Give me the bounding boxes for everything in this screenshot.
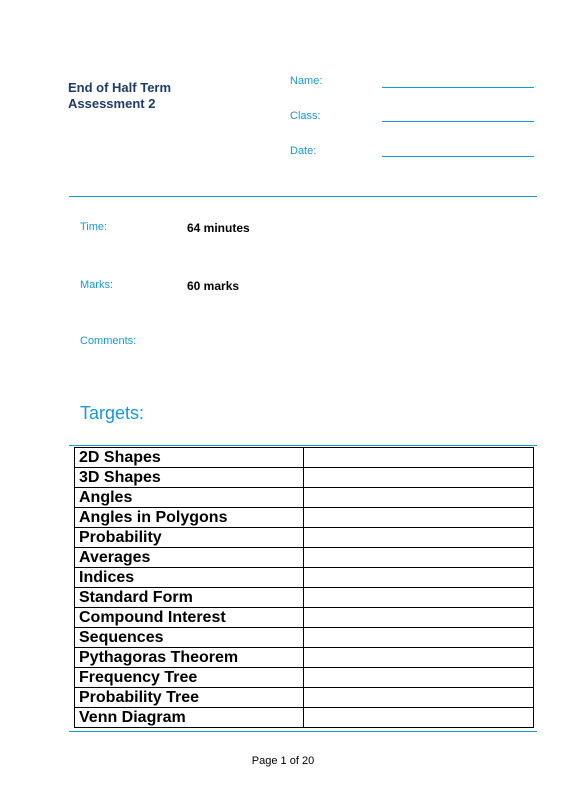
target-topic: 2D Shapes [75, 448, 304, 468]
table-row [75, 628, 534, 648]
targets-heading: Targets: [80, 403, 145, 423]
target-status-cell[interactable] [304, 448, 534, 468]
target-status-cell[interactable] [304, 588, 534, 608]
header-divider [69, 196, 537, 197]
title-line-1: End of Half Term [68, 80, 172, 95]
target-topic: Indices [75, 568, 304, 588]
target-topic: Averages [75, 548, 304, 568]
target-topic: Compound Interest [75, 608, 304, 628]
date-label: Date: [290, 145, 317, 157]
target-status-cell[interactable] [304, 688, 534, 708]
target-status-cell[interactable] [304, 708, 534, 728]
table-row [75, 648, 534, 668]
target-topic: Frequency Tree [75, 668, 304, 688]
name-field[interactable] [382, 87, 534, 88]
target-status-cell[interactable] [304, 548, 534, 568]
time-value: 64 minutes [187, 221, 250, 235]
table-row [75, 508, 534, 528]
target-topic: Angles [75, 488, 304, 508]
target-topic: 3D Shapes [75, 468, 304, 488]
table-row [75, 588, 534, 608]
target-status-cell[interactable] [304, 488, 534, 508]
document-title [68, 80, 171, 112]
table-row [75, 708, 534, 728]
table-row [75, 608, 534, 628]
targets-bottom-divider [69, 731, 537, 732]
targets-table [74, 447, 534, 728]
title-line-2: Assessment 2 [68, 96, 156, 111]
marks-label: Marks: [80, 279, 113, 291]
target-status-cell[interactable] [304, 608, 534, 628]
date-field[interactable] [382, 156, 534, 157]
marks-value: 60 marks [187, 279, 240, 293]
target-status-cell[interactable] [304, 568, 534, 588]
table-row [75, 468, 534, 488]
target-status-cell[interactable] [304, 508, 534, 528]
table-row [75, 688, 534, 708]
target-topic: Sequences [75, 628, 304, 648]
target-topic: Pythagoras Theorem [75, 648, 304, 668]
target-topic: Venn Diagram [75, 708, 304, 728]
table-row [75, 548, 534, 568]
target-status-cell[interactable] [304, 528, 534, 548]
targets-top-divider [69, 445, 537, 446]
target-status-cell[interactable] [304, 468, 534, 488]
target-status-cell[interactable] [304, 628, 534, 648]
class-field[interactable] [382, 121, 534, 122]
table-row [75, 528, 534, 548]
table-row [75, 488, 534, 508]
target-topic: Probability [75, 528, 304, 548]
page-number: Page 1 of 20 [251, 755, 315, 767]
time-label: Time: [80, 221, 108, 233]
class-label: Class: [290, 110, 321, 122]
target-topic: Probability Tree [75, 688, 304, 708]
target-status-cell[interactable] [304, 648, 534, 668]
name-label: Name: [290, 75, 323, 87]
table-row [75, 448, 534, 468]
table-row [75, 668, 534, 688]
target-topic: Standard Form [75, 588, 304, 608]
comments-label: Comments: [80, 335, 137, 347]
table-row [75, 568, 534, 588]
target-topic: Angles in Polygons [75, 508, 304, 528]
target-status-cell[interactable] [304, 668, 534, 688]
